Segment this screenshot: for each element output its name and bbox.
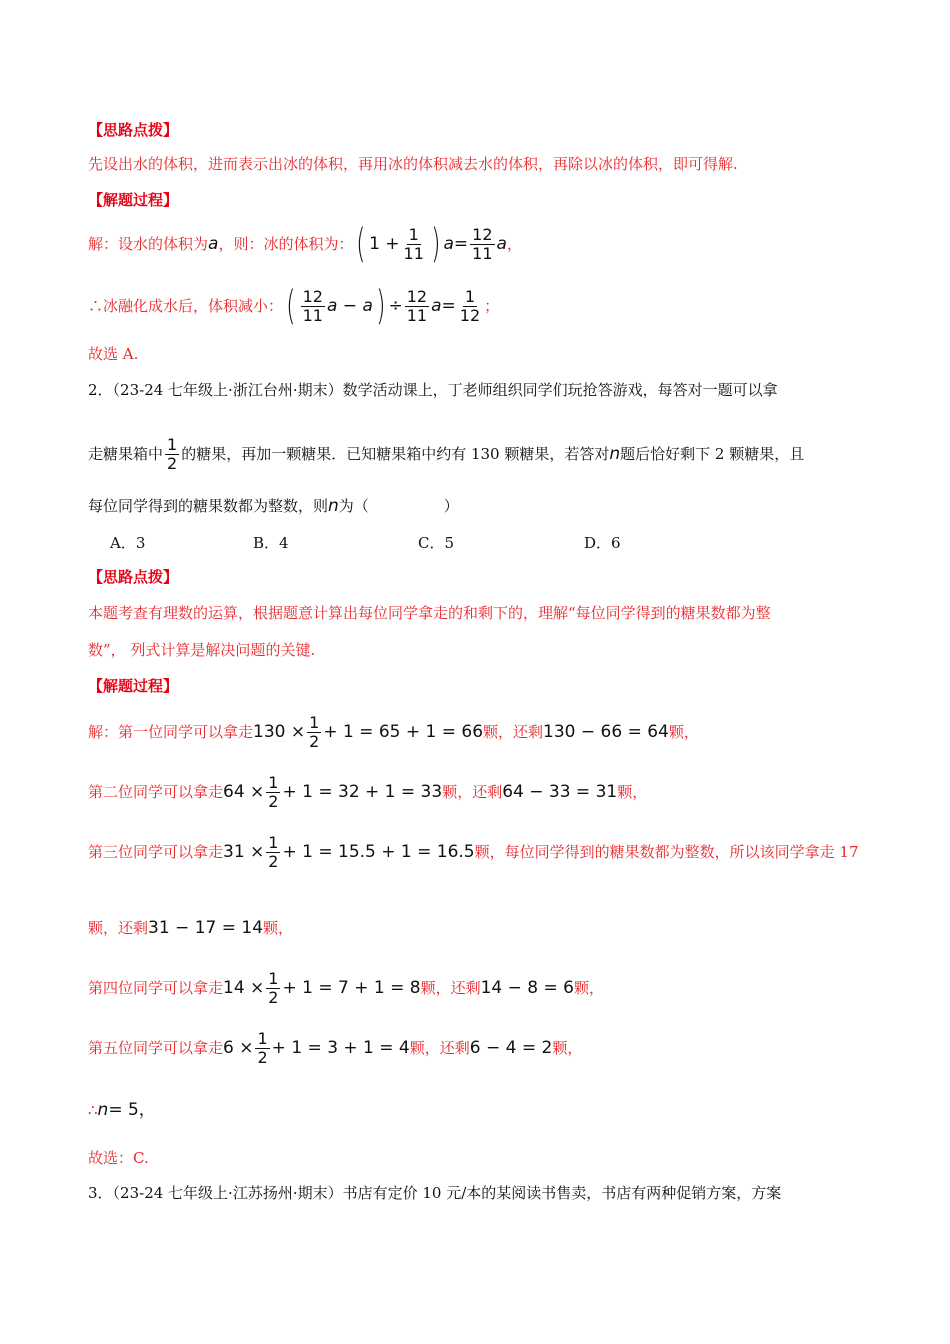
numerator: 12 <box>302 286 323 306</box>
math-text: + 1 = 7 + 1 = 8 <box>282 978 421 998</box>
fraction <box>470 226 494 263</box>
fraction-half <box>266 834 280 871</box>
fraction-half <box>266 970 280 1007</box>
text: 走糖果箱中 <box>88 445 164 463</box>
math-text: 6 − 4 = 2 <box>469 1038 553 1058</box>
text: 颗， <box>263 919 294 937</box>
numerator: 1 <box>309 712 320 732</box>
math-text: 14 × <box>223 978 265 998</box>
text: 颗，还剩 <box>88 919 149 937</box>
question-2-line-1: 2．（23-24 七年级上·浙江台州·期末）数学活动课上，丁老师组织同学们玩抢答游戏，每答对一题可以拿 <box>88 381 778 399</box>
question-2-line-2 <box>88 432 804 476</box>
numerator: 1 <box>257 1028 268 1048</box>
text: 解：第一位同学可以拿走 <box>88 723 254 741</box>
option-b[interactable]: B．4 <box>253 534 289 552</box>
fraction <box>402 226 426 263</box>
text: 颗， <box>617 783 648 801</box>
numerator: 1 <box>268 968 279 988</box>
text: 颗，还剩 <box>483 723 544 741</box>
math-text: 31 − 17 = 14 <box>148 918 264 938</box>
denominator: 2 <box>268 851 279 871</box>
text: 颗，每位同学得到的糖果数都为整数，所以该同学拿走 17 <box>474 843 859 861</box>
solution-line-1 <box>88 222 522 266</box>
text: 颗，还剩 <box>420 979 481 997</box>
open-paren: ( <box>356 221 366 267</box>
denominator: 11 <box>472 243 493 263</box>
conclusion <box>88 1100 156 1120</box>
math-var: a <box>208 234 219 254</box>
math-text: + 1 = 15.5 + 1 = 16.5 <box>282 842 475 862</box>
text: 第五位同学可以拿走 <box>88 1039 224 1057</box>
numerator: 12 <box>472 224 493 244</box>
math-text: 130 × <box>253 722 306 742</box>
math-var: n <box>609 444 621 464</box>
math-text: = <box>441 296 456 316</box>
math-text: = 5， <box>108 1100 156 1120</box>
fraction <box>405 288 429 325</box>
process-header: 【解题过程】 <box>88 191 179 209</box>
fraction-half <box>307 714 321 751</box>
math-text: 64 − 33 = 31 <box>502 782 618 802</box>
step-3 <box>88 830 858 874</box>
hint-header: 【思路点拨】 <box>88 568 179 586</box>
numerator: 1 <box>268 832 279 852</box>
hint-text: 先设出水的体积，进而表示出冰的体积，再用冰的体积减去水的体积，再除以冰的体积，即可得解. <box>88 155 738 173</box>
step-4 <box>88 966 604 1010</box>
numerator: 1 <box>268 772 279 792</box>
line-prefix: 解：设水的体积为 <box>88 235 209 253</box>
denominator: 11 <box>302 305 323 325</box>
step-1 <box>88 710 699 754</box>
math-var: a <box>496 234 507 254</box>
open-paren: ( <box>286 283 296 329</box>
math-text: 130 − 66 = 64 <box>543 722 669 742</box>
hint-header: 【思路点拨】 <box>88 121 179 139</box>
math-text: 64 × <box>223 782 265 802</box>
close-paren: ) <box>431 221 441 267</box>
text: 每位同学得到的糖果数都为整数，则 <box>88 497 329 515</box>
step-3-continued <box>88 918 293 938</box>
close-paren: ) <box>375 283 386 329</box>
line-mid: ，则：冰的体积为： <box>218 235 354 253</box>
numerator: 1 <box>408 224 419 244</box>
question-2-line-3 <box>88 496 459 516</box>
text: 颗，还剩 <box>442 783 503 801</box>
hint-line-1: 本题考查有理数的运算，根据题意计算出每位同学拿走的和剩下的，理解“每位同学得到的糖果数都为整 <box>88 604 771 622</box>
punct: ； <box>484 297 500 315</box>
text: 题后恰好剩下 2 颗糖果，且 <box>620 445 805 463</box>
denominator: 2 <box>167 453 178 473</box>
denominator: 11 <box>406 305 428 325</box>
text: 颗， <box>573 979 604 997</box>
solution-line-2 <box>88 284 499 328</box>
math-var: n <box>328 496 339 516</box>
numerator: 1 <box>167 434 178 454</box>
fraction <box>458 288 482 325</box>
fraction-half <box>266 774 280 811</box>
therefore-icon: ∴ <box>88 1101 98 1119</box>
denominator: 2 <box>268 987 279 1007</box>
fraction-half <box>255 1030 269 1067</box>
text: 颗， <box>552 1039 583 1057</box>
option-c[interactable]: C．5 <box>418 534 455 552</box>
text: 的糖果，再加一颗糖果．已知糖果箱中约有 130 颗糖果，若答对 <box>181 445 610 463</box>
option-d[interactable]: D．6 <box>584 534 621 552</box>
text: 颗，还剩 <box>409 1039 470 1057</box>
math-var: a − a <box>326 296 373 316</box>
math-var: n <box>97 1100 109 1120</box>
question-3-line-1: 3．（23-24 七年级上·江苏扬州·期末）书店有定价 10 元/本的某阅读书售卖，书店有两种促销方案，方案 <box>88 1184 782 1202</box>
math-text: + 1 = 32 + 1 = 33 <box>282 782 443 802</box>
math-var: a <box>443 234 454 254</box>
denominator: 12 <box>459 305 481 325</box>
hint-line-2: 数”， 列式计算是解决问题的关键. <box>88 641 316 659</box>
math-text: + 1 = 65 + 1 = 66 <box>323 722 484 742</box>
math-text: ÷ <box>388 296 403 316</box>
numerator: 12 <box>406 286 428 306</box>
step-5 <box>88 1026 582 1070</box>
math-var: a <box>431 296 442 316</box>
fraction <box>301 288 325 325</box>
denominator: 2 <box>309 731 320 751</box>
text: 第三位同学可以拿走 <box>88 843 224 861</box>
numerator: 1 <box>464 286 476 306</box>
answer-text: 故选：C. <box>88 1149 149 1167</box>
text: 第四位同学可以拿走 <box>88 979 224 997</box>
math-text: + 1 = 3 + 1 = 4 <box>271 1038 410 1058</box>
math-text: 6 × <box>223 1038 254 1058</box>
step-2 <box>88 770 647 814</box>
text: 颗， <box>668 723 699 741</box>
line-prefix: ∴冰融化成水后，体积减小： <box>88 297 284 315</box>
text: 第二位同学可以拿走 <box>88 783 224 801</box>
denominator: 2 <box>257 1047 268 1067</box>
denominator: 2 <box>268 791 279 811</box>
punct: ， <box>506 235 522 253</box>
math-text: 31 × <box>223 842 265 862</box>
denominator: 11 <box>403 243 424 263</box>
math-text: 1 + <box>369 234 400 254</box>
text: 为（ ） <box>338 497 459 515</box>
process-header: 【解题过程】 <box>88 677 179 695</box>
option-a[interactable]: A．3 <box>110 534 146 552</box>
math-text: 14 − 8 = 6 <box>480 978 574 998</box>
answer-text: 故选 A. <box>88 345 139 363</box>
math-text: = <box>453 234 469 254</box>
fraction <box>165 436 179 473</box>
